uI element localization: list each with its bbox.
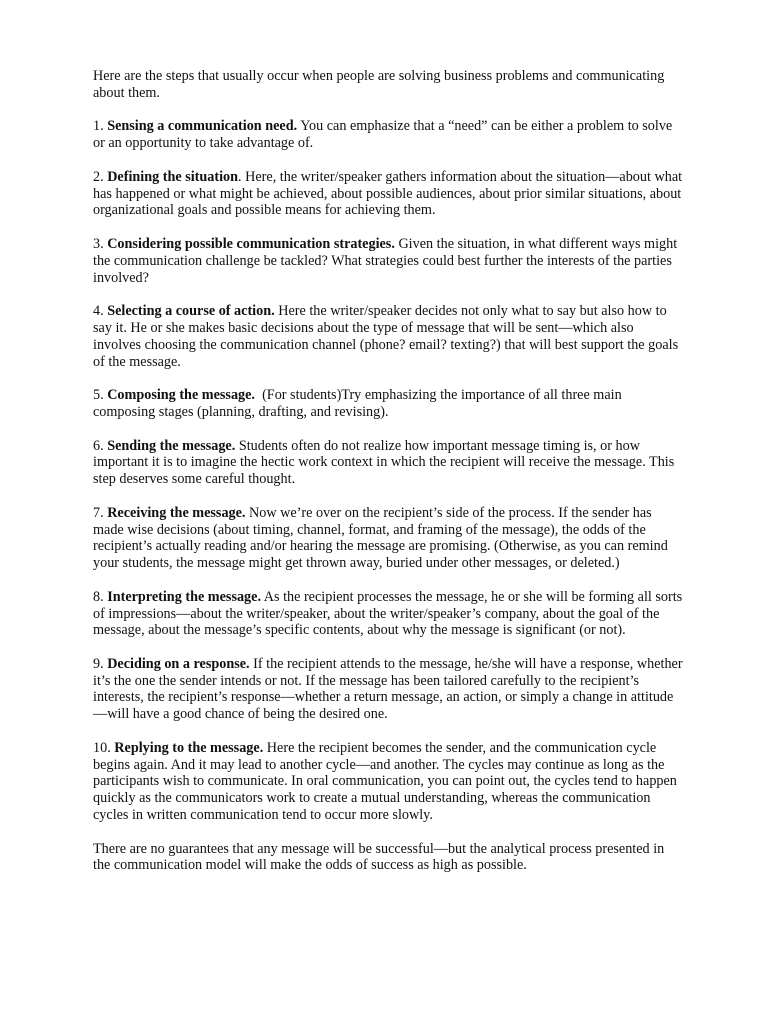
step-text: Now we’re over on the recipient’s side of the process. If the sender has made wise decisions (about timing, channel, format, and framing of the message), the odds of the recipient’s actually reading and/or hearing the message are promising. (Otherwise, as you can remind your students, the message might get thrown away, buried under other messages, or deleted.) (93, 504, 668, 572)
step-number: 5. (93, 387, 104, 404)
step-text: Given the situation, in what different ways might the communication challenge be tackled? What strategies could best further the interests of the parties involved? (93, 235, 678, 286)
step-text: (For students)Try emphasizing the importance of all three main composing stages (planning, drafting, and revising). (93, 387, 622, 420)
step-title: Selecting a course of action. (107, 303, 275, 320)
step-title: Defining the situation (107, 168, 239, 185)
step-3-paragraph (93, 236, 683, 286)
step-text: You can emphasize that a “need” can be either a problem to solve or an opportunity to take advantage of. (93, 118, 673, 152)
step-title: Composing the message. (107, 387, 255, 404)
step-number: 6. (93, 437, 104, 454)
step-2-paragraph (93, 169, 683, 219)
step-title: Receiving the message. (107, 504, 246, 521)
step-7-paragraph (93, 505, 683, 572)
step-number: 2. (93, 168, 104, 185)
step-title: Interpreting the message. (107, 588, 261, 605)
step-number: 8. (93, 588, 104, 605)
step-text: . Here, the writer/speaker gathers information about the situation—about what has happened or what might be achieved, about possible audiences, about prior similar situations, about organizational goals and possible means for achieving them. (93, 168, 683, 219)
step-number: 3. (93, 235, 104, 252)
step-number: 4. (93, 303, 104, 320)
step-1-paragraph (93, 118, 683, 152)
step-title: Replying to the message. (114, 739, 264, 756)
step-number: 1. (93, 118, 104, 135)
step-4-paragraph (93, 303, 683, 370)
step-number: 10. (93, 739, 111, 756)
step-5-paragraph (93, 387, 683, 421)
step-title: Considering possible communication strategies. (107, 235, 395, 252)
step-9-paragraph (93, 656, 683, 723)
step-text: If the recipient attends to the message, he/she will have a response, whether it’s the one the sender intends or not. If the message has been tailored carefully to the recipient’s interests, the recipient’s response—whether a return message, an action, or simply a change in attitude—will have a good chance of being the desired one. (93, 655, 683, 723)
step-title: Sending the message. (107, 437, 236, 454)
step-text: Students often do not realize how important message timing is, or how important it is to imagine the hectic work context in which the recipient will receive the message. This step deserves some careful thought. (93, 437, 675, 488)
step-text: Here the recipient becomes the sender, and the communication cycle begins again. And it may lead to another cycle—and another. The cycles may continue as long as the participants wish to communicate. In oral communication, you can point out, the cycles tend to happen quickly as the communicators work to create a mutual understanding, whereas the communication cycles in written communication tend to occur more slowly. (93, 739, 677, 824)
closing-paragraph: There are no guarantees that any message will be successful—but the analytical process presented in the communication model will make the odds of success as high as possible. (93, 840, 665, 874)
step-title: Sensing a communication need. (107, 118, 298, 135)
intro-paragraph: Here are the steps that usually occur when people are solving business problems and communicating about them. (93, 68, 665, 101)
document-page (93, 68, 683, 891)
step-number: 7. (93, 504, 104, 521)
step-8-paragraph (93, 589, 683, 639)
step-6-paragraph (93, 438, 683, 488)
step-title: Deciding on a response. (107, 655, 250, 672)
step-10-paragraph (93, 740, 683, 824)
step-text: Here the writer/speaker decides not only what to say but also how to say it. He or she makes basic decisions about the type of message that will be sent—which also involves choosing the communication channel (phone? email? texting?) that will best support the goals of the message. (93, 303, 679, 370)
step-text: As the recipient processes the message, he or she will be forming all sorts of impressions—about the writer/speaker, about the writer/speaker’s company, about the goal of the message, about the message’s specific contents, about why the message is significant (or not). (93, 588, 683, 639)
step-number: 9. (93, 655, 104, 672)
